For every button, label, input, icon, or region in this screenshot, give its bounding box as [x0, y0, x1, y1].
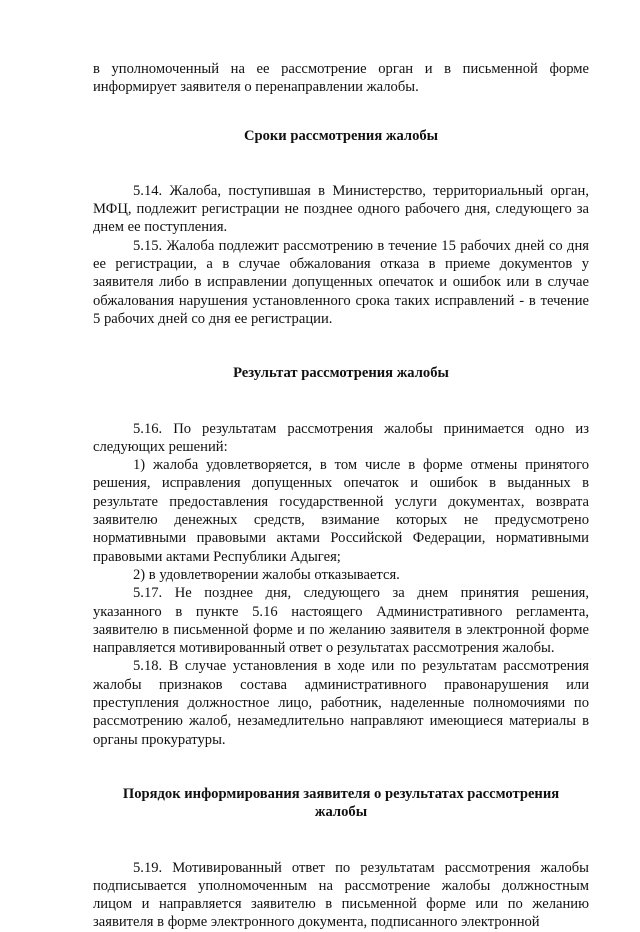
paragraph-5-19: 5.19. Мотивированный ответ по результатам рассмотрения жалобы подписывается уполномоченным на рассмотрение жалобы должностным лицом и направляется заявителю в письменной форме или по желанию заявителя в форме электронного документа, подписанного электронной [93, 859, 589, 931]
section-heading-review-terms: Сроки рассмотрения жалобы [243, 127, 439, 144]
paragraph-5-16: 5.16. По результатам рассмотрения жалобы принимается одно из следующих решений: [93, 420, 589, 455]
section-heading-review-result: Результат рассмотрения жалобы [233, 365, 449, 382]
paragraph-5-14: 5.14. Жалоба, поступившая в Министерство, территориальный орган, МФЦ, подлежит регистрации не позднее одного рабочего дня, следующего за днем ее поступления. [93, 182, 589, 236]
paragraph-5-16-item-2: 2) в удовлетворении жалобы отказывается. [133, 566, 400, 583]
document-page [93, 60, 589, 932]
intro-paragraph: в уполномоченный на ее рассмотрение орган и в письменной форме информирует заявителя о перенаправлении жалобы. [93, 61, 589, 96]
section-heading-informing-applicant: Порядок информирования заявителя о результатах рассмотрения жалобы [122, 785, 560, 821]
paragraph-5-15: 5.15. Жалоба подлежит рассмотрению в течение 15 рабочих дней со дня ее регистрации, а в случае обжалования отказа в приеме документов у заявителя либо в исправлении допущенных опечаток и ошибок или в случае обжалования нарушения установленного срока таких исправлений - в течение 5 рабочих дней со дня ее регистрации. [93, 237, 589, 327]
paragraph-5-16-item-1: 1) жалоба удовлетворяется, в том числе в форме отмены принятого решения, исправления допущенных опечаток и ошибок в выданных в результате предоставления государственной услуги документах, возврата заявителю денежных средств, взимание которых не предусмотрено нормативными правовыми актами Российской Федерации, нормативными правовыми актами Республики Адыгея; [93, 457, 589, 565]
paragraph-5-17: 5.17. Не позднее дня, следующего за днем принятия решения, указанного в пункте 5.16 настоящего Административного регламента, заявителю в письменной форме и по желанию заявителя в электронной форме направляется мотивированный ответ о результатах рассмотрения жалобы. [93, 585, 589, 657]
paragraph-5-18: 5.18. В случае установления в ходе или по результатам рассмотрения жалобы признаков состава административного правонарушения или преступления должностное лицо, работник, наделенные полномочиями по рассмотрению жалоб, незамедлительно направляют имеющиеся материалы в органы прокуратуры. [93, 658, 589, 748]
